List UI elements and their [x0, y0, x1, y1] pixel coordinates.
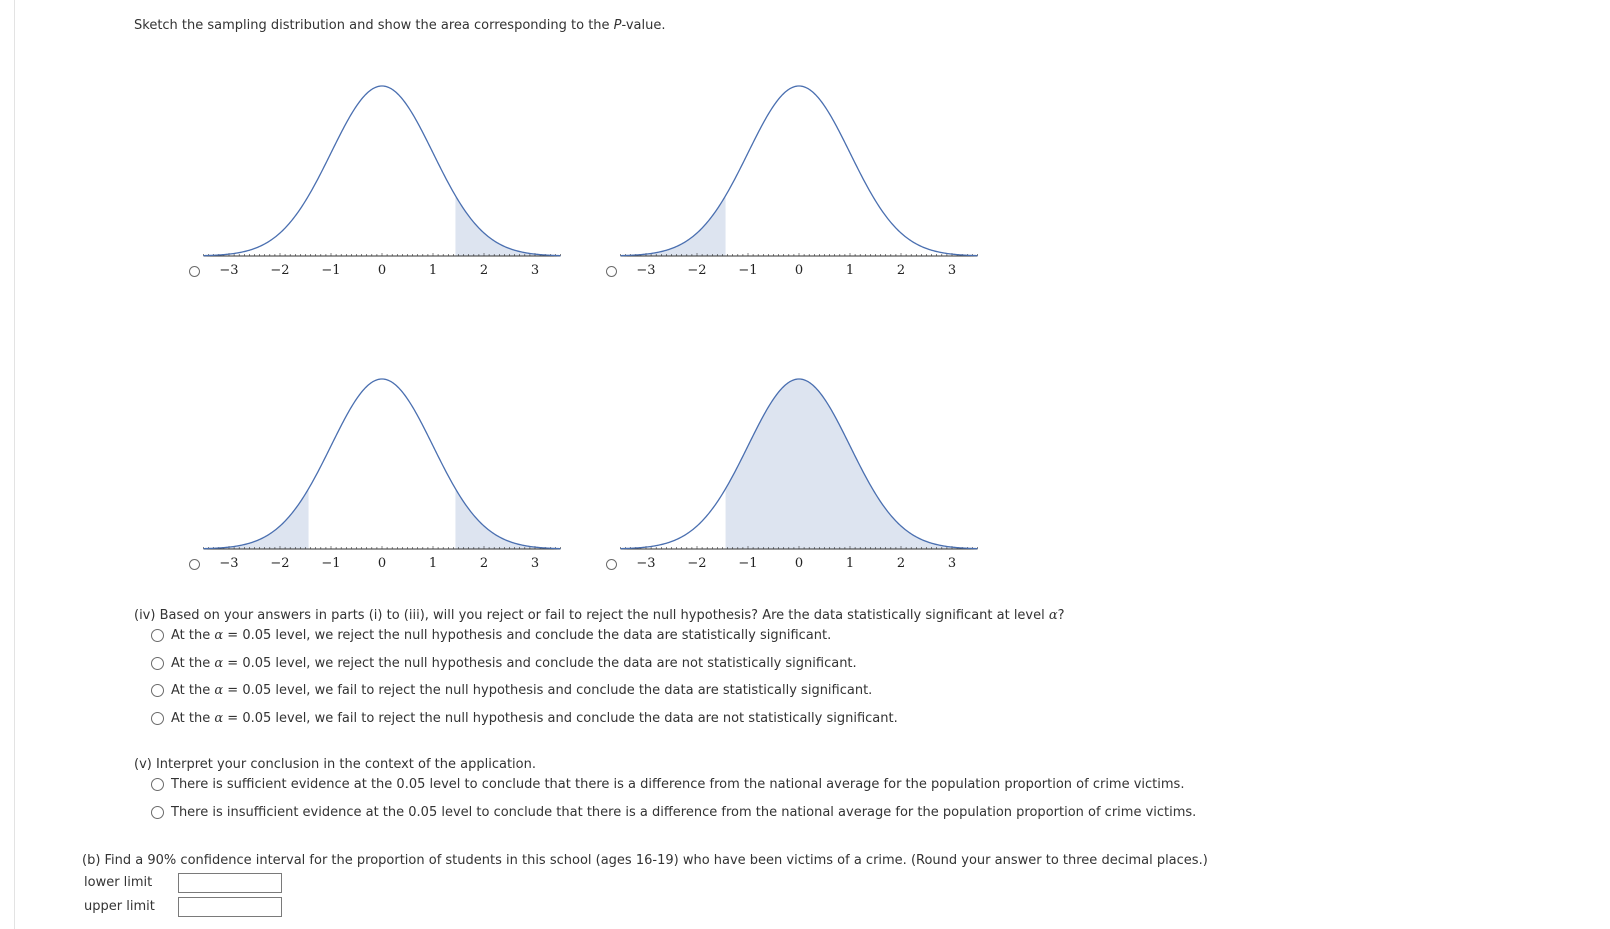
shaded-area-1 [455, 196, 560, 256]
tick-label-4: 0 [377, 556, 387, 571]
v-option-2-label: There is insufficient evidence at the 0.05 level to conclude that there is a difference from the national average for the population proportion of crime victims. [171, 805, 1197, 820]
shaded-area-1 [726, 379, 978, 549]
tick-label-1: −3 [636, 263, 656, 278]
iv-option-3-label: At the α = 0.05 level, we fail to reject the null hypothesis and conclude the data are statistically significant. [171, 683, 873, 698]
tick-label-2: −2 [687, 556, 707, 571]
iv-option-4[interactable] [151, 711, 898, 726]
normal-curve-graph-3 [186, 331, 566, 581]
tick-label-2: −2 [270, 556, 290, 571]
tick-label-1: −3 [219, 263, 239, 278]
iv-radio-4[interactable] [151, 712, 164, 725]
tick-label-3: −1 [321, 263, 341, 278]
tick-label-5: 1 [845, 263, 855, 278]
tick-label-7: 3 [530, 556, 540, 571]
tick-label-3: −1 [321, 556, 341, 571]
prompt-text: Sketch the sampling distribution and show the area corresponding to the [134, 18, 614, 33]
lower-limit-label: lower limit [84, 875, 153, 890]
tick-label-5: 1 [845, 556, 855, 571]
tick-label-1: −3 [219, 556, 239, 571]
tick-label-6: 2 [896, 263, 906, 278]
sketch-prompt [134, 18, 665, 33]
tick-label-7: 3 [947, 556, 957, 571]
normal-curve [204, 86, 561, 256]
tick-label-2: −2 [270, 263, 290, 278]
normal-curve-graph-1 [186, 38, 566, 288]
graph-option-center[interactable] [603, 331, 1003, 621]
tick-label-3: −1 [738, 556, 758, 571]
tick-label-3: −1 [738, 263, 758, 278]
tick-label-1: −3 [636, 556, 656, 571]
normal-curve [621, 86, 978, 256]
iv-option-1-label: At the α = 0.05 level, we reject the null hypothesis and conclude the data are statistically significant. [171, 628, 832, 643]
graph-option-left-tail[interactable] [603, 38, 1003, 328]
v-radio-2[interactable] [151, 806, 164, 819]
tick-label-4: 0 [377, 263, 387, 278]
tick-label-2: −2 [687, 263, 707, 278]
question-iv [134, 608, 1065, 623]
iv-option-4-label: At the α = 0.05 level, we fail to reject the null hypothesis and conclude the data are not statistically significant. [171, 711, 898, 726]
tick-label-6: 2 [479, 556, 489, 571]
iv-radio-1[interactable] [151, 629, 164, 642]
left-border [14, 0, 15, 929]
tick-label-6: 2 [479, 263, 489, 278]
graph-option-two-tails[interactable] [186, 331, 586, 621]
shaded-area-1 [204, 489, 309, 549]
normal-curve [204, 379, 561, 549]
question-v: (v) Interpret your conclusion in the context of the application. [134, 757, 536, 772]
iv-radio-3[interactable] [151, 684, 164, 697]
iv-radio-2[interactable] [151, 657, 164, 670]
v-option-1[interactable] [151, 777, 1184, 792]
v-option-2[interactable] [151, 805, 1196, 820]
v-option-1-label: There is sufficient evidence at the 0.05 level to conclude that there is a difference from the national average for the population proportion of crime victims. [171, 777, 1185, 792]
upper-limit-label: upper limit [84, 899, 155, 914]
iv-option-2-label: At the α = 0.05 level, we reject the null hypothesis and conclude the data are not statistically significant. [171, 656, 857, 671]
iv-option-2[interactable] [151, 656, 857, 671]
graph-option-right-tail[interactable] [186, 38, 586, 328]
question-iv-suffix: ? [1057, 608, 1065, 623]
tick-label-7: 3 [947, 263, 957, 278]
tick-label-6: 2 [896, 556, 906, 571]
alpha-symbol: α [1048, 608, 1058, 623]
iv-option-3[interactable] [151, 683, 872, 698]
tick-label-7: 3 [530, 263, 540, 278]
shaded-area-1 [621, 196, 726, 256]
tick-label-4: 0 [794, 263, 804, 278]
normal-curve-graph-2 [603, 38, 983, 288]
tick-label-5: 1 [428, 263, 438, 278]
shaded-area-2 [455, 489, 560, 549]
normal-curve-graph-4 [603, 331, 983, 581]
prompt-suffix: -value. [621, 18, 666, 33]
iv-option-1[interactable] [151, 628, 831, 643]
lower-limit-input[interactable] [178, 873, 282, 893]
upper-limit-input[interactable] [178, 897, 282, 917]
question-iv-text: (iv) Based on your answers in parts (i) to (iii), will you reject or fail to reject the null hypothesis? Are the data statistically significant at level [134, 608, 1049, 623]
prompt-p-italic: P [613, 18, 622, 33]
part-b-question: (b) Find a 90% confidence interval for the proportion of students in this school (ages 16-19) who have been victims of a crime. (Round your answer to three decimal places.) [82, 853, 1208, 868]
v-radio-1[interactable] [151, 778, 164, 791]
tick-label-4: 0 [794, 556, 804, 571]
tick-label-5: 1 [428, 556, 438, 571]
